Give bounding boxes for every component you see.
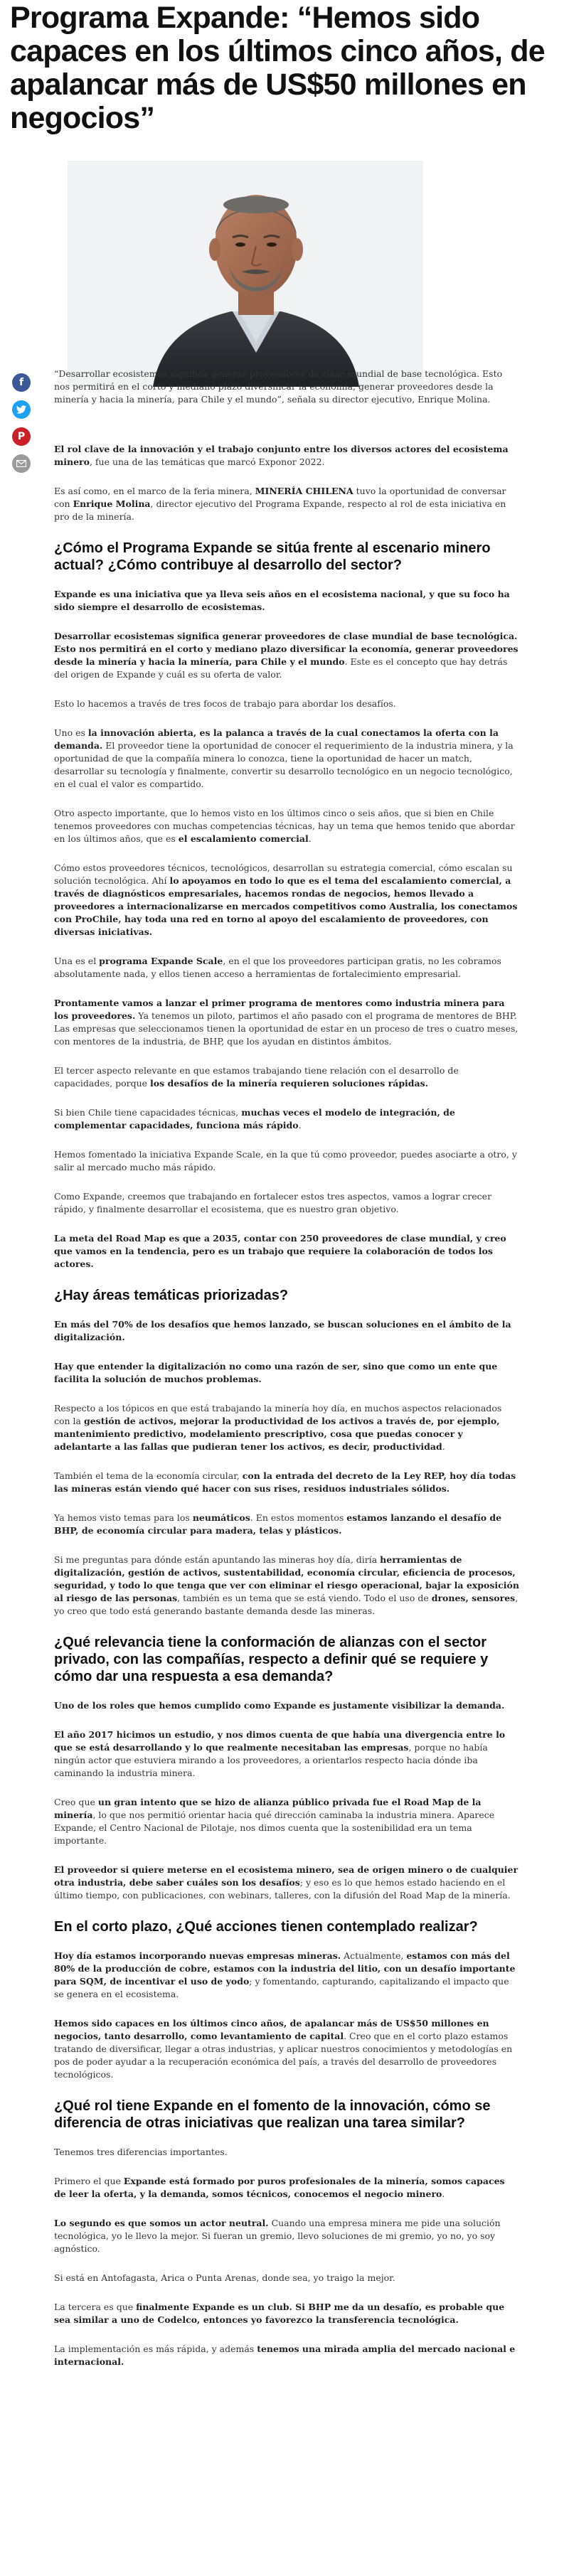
paragraph: Desarrollar ecosistemas significa generar proveedores de clase mundial de base tecnológica. Esto nos permitirá en el corto y mediano plazo diversificar la economía, generar proveedores desde la minería y hacia la minería, para Chile y el mundo. Este es el concepto que hay detrás del origen de Expande y cuál es su oferta de valor. bbox=[54, 631, 519, 680]
intro-paragraph: “Desarrollar ecosistemas significa generar proveedores de clase mundial de base tecnológica. Esto nos permitirá en el corto y mediano plazo diversificar la economía, generar proveedores desde la minería y hacia la minería, para Chile y el mundo”, señala su director ejecutivo, Enrique Molina. bbox=[54, 368, 503, 405]
paragraph: Hoy día estamos incorporando nuevas empresas mineras. Actualmente, estamos con más del 80% de la producción de cobre, estamos con la industria del litio, con un desafío importante para SQM, de incentivar el uso de yodo; y fomentando, capturando, capitalizando el impacto que se genera en el ecosistema. bbox=[54, 1950, 516, 1999]
paragraph: Si está en Antofagasta, Arica o Punta Arenas, donde sea, yo traigo la mejor. bbox=[54, 2272, 395, 2283]
paragraph: Lo segundo es que somos un actor neutral. Cuando una empresa minera me pide una solución tecnológica, yo le llevo la mejor. Si fueran un gremio, llevo soluciones de mi gremio, yo no, yo soy agnóstico. bbox=[54, 2218, 501, 2254]
paragraph: Hay que entender la digitalización no como una razón de ser, sino que como un ente que facilita la solución de muchos problemas. bbox=[54, 1361, 498, 1384]
twitter-icon[interactable] bbox=[12, 400, 31, 419]
paragraph: El rol clave de la innovación y el trabajo conjunto entre los diversos actores del ecosistema minero, fue una de las temáticas que marcó Exponor 2022. bbox=[54, 444, 509, 467]
paragraph: Prontamente vamos a lanzar el primer programa de mentores como industria minera para los proveedores. Ya tenemos un piloto, partimos el año pasado con el programa de mentores de BHP. Las empresas que seleccionamos tienen la oportunidad de estar en un proceso de tres o cuatro meses, con mentores de la industria, de BHP, que los ayudan en distintos ámbitos. bbox=[54, 998, 519, 1047]
paragraph: Primero el que Expande está formado por puros profesionales de la minería, somos capaces de leer la oferta, y la demanda, somos técnicos, conocemos el negocio minero. bbox=[54, 2176, 505, 2199]
paragraph: Respecto a los tópicos en que está trabajando la minería hoy día, en muchos aspectos relacionados con la gestión de activos, mejorar la productividad de los activos a través de, por ejemplo, mantenimiento predictivo, modelamiento prescriptivo, cosa que puedas conocer y adelantarte a las fallas que pudieran tener los activos, es decir, productividad. bbox=[54, 1403, 502, 1452]
share-bar bbox=[12, 373, 32, 481]
paragraph: Es así como, en el marco de la feria minera, MINERÍA CHILENA tuvo la oportunidad de conversar con Enrique Molina, director ejecutivo del Programa Expande, respecto al rol de esta iniciativa en pro de la minería. bbox=[54, 486, 506, 522]
paragraph: Otro aspecto importante, que lo hemos visto en los últimos cinco o seis años, que si bien en Chile tenemos proveedores con muchas competencias técnicas, hay un tema que hemos tenido que abordar en los últimos años, que es el escalamiento comercial. bbox=[54, 808, 515, 844]
paragraph: El año 2017 hicimos un estudio, y nos dimos cuenta de que había una divergencia entre lo que se está desarrollando y lo que realmente necesitaban las empresas, porque no había ningún actor que estuviera mirando a los proveedores, a orientarlos respecto hacia dónde iba caminando la industria minera. bbox=[54, 1729, 506, 1778]
paragraph: Hemos fomentado la iniciativa Expande Scale, en la que tú como proveedor, puedes asociarte a otro, y salir al mercado mucho más rápido. bbox=[54, 1149, 517, 1172]
article-headline: Programa Expande: “Hemos sido capaces en los últimos cinco años, de apalancar más de US$50 millones en negocios” bbox=[10, 1, 545, 135]
paragraph: La meta del Road Map es que a 2035, contar con 250 proveedores de clase mundial, y creo que vamos en la tendencia, pero es un trabajo que requiere la colaboración de todos los actores. bbox=[54, 1233, 506, 1269]
paragraph: Ya hemos visto temas para los neumáticos. En estos momentos estamos lanzando el desafío de BHP, de economía circular para madera, telas y plásticos. bbox=[54, 1512, 502, 1536]
paragraph: Una es el programa Expande Scale, en el que los proveedores participan gratis, no les cobramos absolutamente nada, y ellos tienen acceso a herramientas de fortalecimiento empresarial. bbox=[54, 956, 501, 979]
section-heading: ¿Hay áreas temáticas priorizadas? bbox=[54, 1288, 289, 1303]
paragraph: La tercera es que finalmente Expande es un club. Si BHP me da un desafío, es probable que sea similar a uno de Codelco, entonces yo favorezco la transferencia tecnológica. bbox=[54, 2302, 505, 2325]
portrait-image bbox=[68, 161, 423, 387]
paragraph: También el tema de la economía circular, con la entrada del decreto de la Ley REP, hoy día todas las mineras están viendo qué hacer con sus rises, residuos industriales sólidos. bbox=[54, 1470, 516, 1494]
section-heading: ¿Qué rol tiene Expande en el fomento de la innovación, cómo se diferencia de otras iniciativas que realizan una tarea similar? bbox=[54, 2098, 491, 2131]
section-heading: ¿Qué relevancia tiene la conformación de alianzas con el sector privado, con las compañías, respecto a definir qué se requiere y cómo dar una respuesta a esa demanda? bbox=[54, 1635, 489, 1684]
paragraph: Si bien Chile tiene capacidades técnicas, muchas veces el modelo de integración, de complementar capacidades, funciona más rápido. bbox=[54, 1107, 455, 1131]
paragraph: Como Expande, creemos que trabajando en fortalecer estos tres aspectos, vamos a lograr crecer rápido, y finalmente desarrollar el ecosistema, que es nuestro gran objetivo. bbox=[54, 1191, 492, 1214]
section-heading: ¿Cómo el Programa Expande se sitúa frente al escenario minero actual? ¿Cómo contribuye al desarrollo del sector? bbox=[54, 540, 491, 573]
paragraph: El proveedor si quiere meterse en el ecosistema minero, sea de origen minero o de cualquier otra industria, debe saber cuáles son los desafíos; y eso es lo que hemos estado haciendo en el último tiempo, con publicaciones, con webinars, talleres, con la difusión del Road Map de la minería. bbox=[54, 1864, 519, 1901]
pinterest-icon[interactable]: P bbox=[12, 427, 31, 446]
paragraph: Expande es una iniciativa que ya lleva seis años en el ecosistema nacional, y que su foco ha sido siempre el desarrollo de ecosistemas. bbox=[54, 589, 510, 612]
paragraph: Hemos sido capaces en los últimos cinco años, de apalancar más de US$50 millones en negocios, tanto desarrollo, como levantamiento de capital. Creo que en el corto plazo estamos tratando de diversificar, llegar a otras industrias, y aplicar nuestros conocimientos y metodologías en pos de poder ayudar a la recuperación económica del país, a través del desarrollo de proveedores tecnológicos. bbox=[54, 2018, 513, 2080]
paragraph: Uno de los roles que hemos cumplido como Expande es justamente visibilizar la demanda. bbox=[54, 1700, 505, 1711]
article-body bbox=[54, 368, 519, 2385]
section-heading: En el corto plazo, ¿Qué acciones tienen contemplado realizar? bbox=[54, 1919, 478, 1935]
article-photo bbox=[68, 161, 423, 387]
paragraph: El tercer aspecto relevante en que estamos trabajando tiene relación con el desarrollo de capacidades, porque los desafíos de la minería requieren soluciones rápidas. bbox=[54, 1065, 459, 1089]
facebook-icon[interactable]: f bbox=[12, 373, 31, 392]
paragraph: Tenemos tres diferencias importantes. bbox=[54, 2147, 228, 2157]
paragraph: En más del 70% de los desafíos que hemos lanzado, se buscan soluciones en el ámbito de la digitalización. bbox=[54, 1319, 511, 1342]
paragraph: Creo que un gran intento que se hizo de alianza público privada fue el Road Map de la minería, lo que nos permitió orientar hacia qué dirección caminaba la industria minera. Aparece Expande, el Centro Nacional de Pilotaje, nos dimos cuenta que la sostenibilidad era un tema importante. bbox=[54, 1797, 495, 1846]
mail-icon[interactable] bbox=[12, 454, 31, 473]
paragraph: Esto lo hacemos a través de tres focos de trabajo para abordar los desafíos. bbox=[54, 698, 396, 709]
paragraph: Cómo estos proveedores técnicos, tecnológicos, desarrollan su estrategia comercial, cómo escalan su solución tecnológica. Ahí lo apoyamos en todo lo que es el tema del escalamiento comercial, a través de diagnósticos empresariales, hacemos rondas de negocios, hemos llevado a proveedores a internacionalizarse en mercados competitivos como Australia, los conectamos con ProChile, hay toda una red en torno al apoyo del escalamiento de proveedores, con diversas iniciativas. bbox=[54, 862, 518, 937]
paragraph: Si me preguntas para dónde están apuntando las mineras hoy día, diría herramientas de digitalización, gestión de activos, sustentabilidad, economía circular, eficiencia de procesos, seguridad, y todo lo que tenga que ver con eliminar el riesgo operacional, bajar la exposición al riesgo de las personas, también es un tema que se está viendo. Todo el uso de drones, sensores, yo creo que todo está generando bastante demanda desde las mineras. bbox=[54, 1554, 519, 1616]
paragraph: Uno es la innovación abierta, es la palanca a través de la cual conectamos la oferta con la demanda. El proveedor tiene la oportunidad de conocer el requerimiento de la industria minera, y la oportunidad de que la compañía minera lo conozca, tiene la oportunidad de hacer un match, desarrollar su tecnología y finalmente, convertir su desarrollo tecnológico en un negocio tecnológico, en el cual el valor es compartido. bbox=[54, 727, 514, 789]
paragraph: La implementación es más rápida, y además tenemos una mirada amplia del mercado nacional e internacional. bbox=[54, 2343, 516, 2367]
